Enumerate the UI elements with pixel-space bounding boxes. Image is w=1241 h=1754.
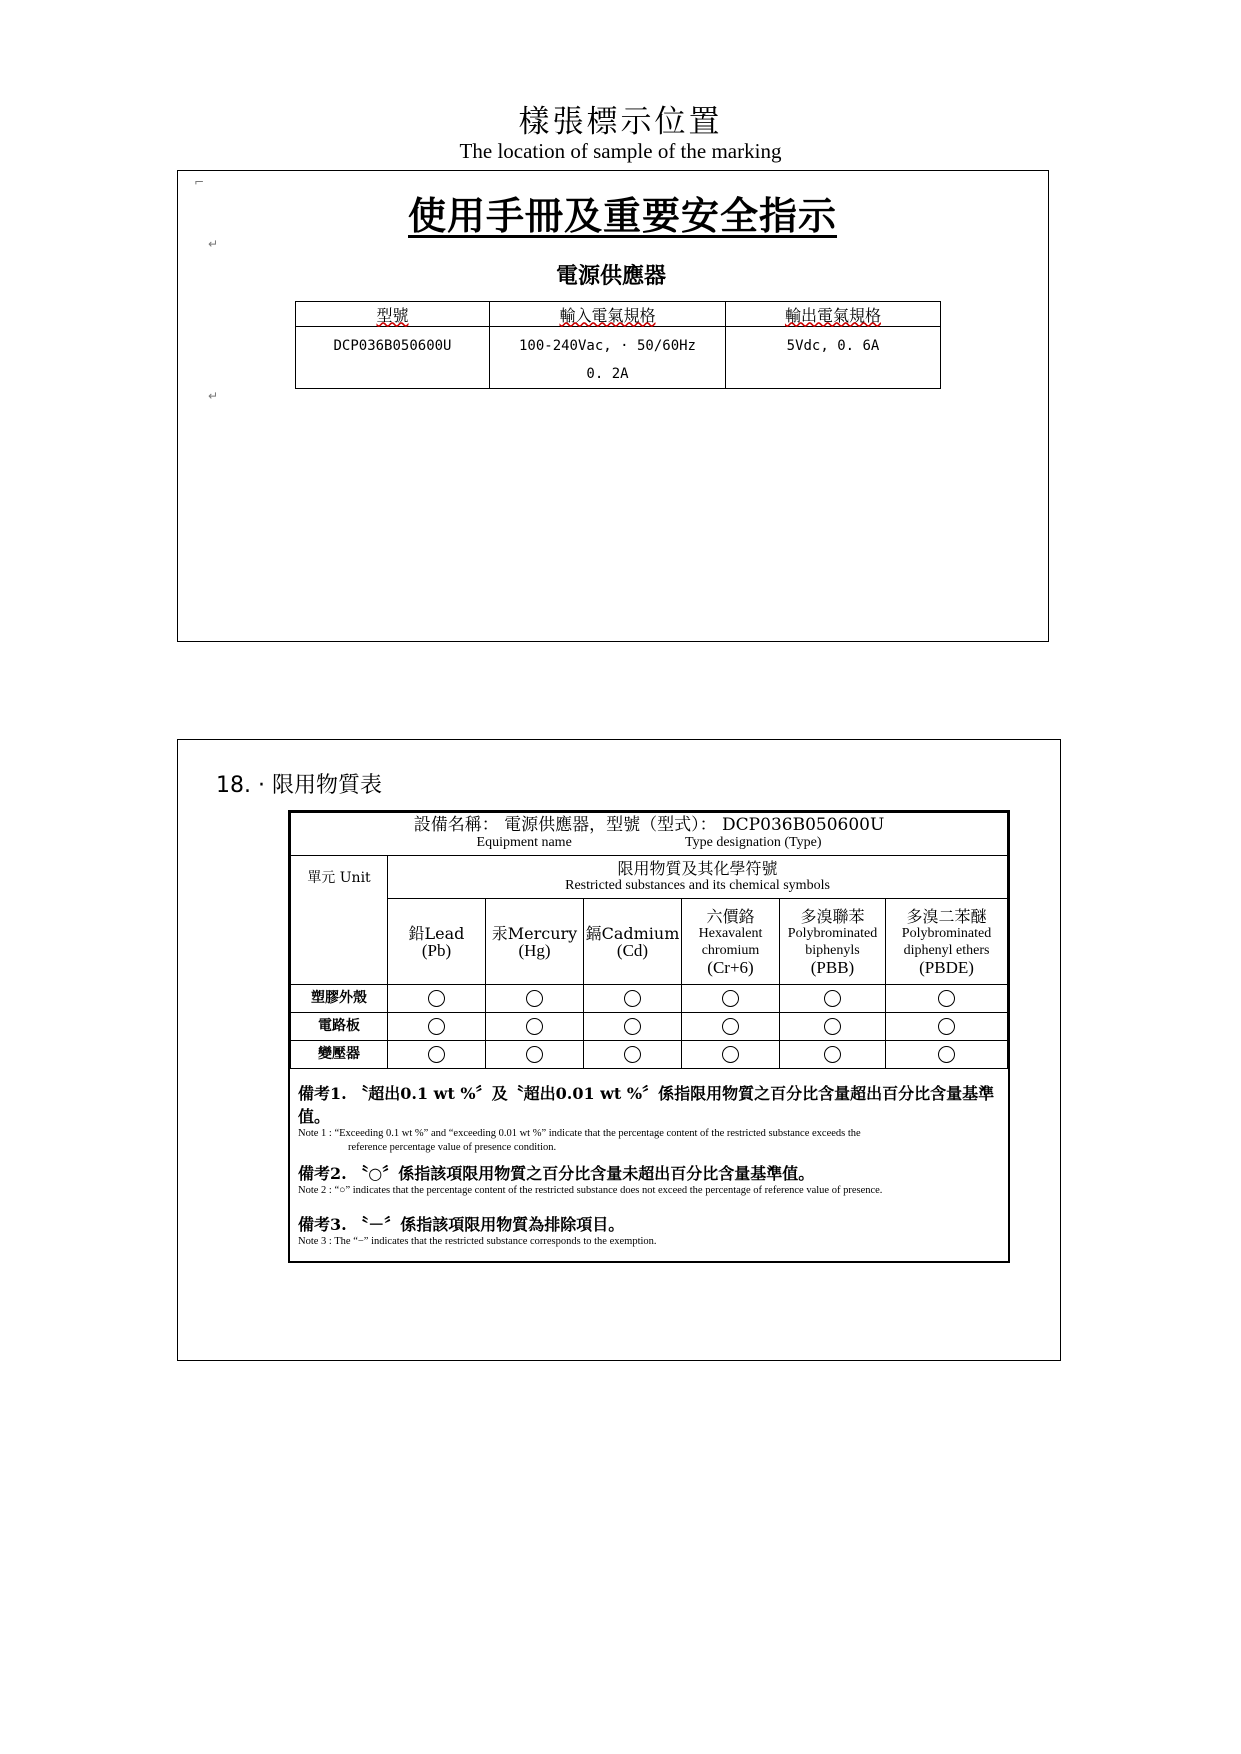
- restricted-header-row: [291, 856, 1008, 899]
- substance-cadmium: 鎘Cadmium (Cd): [584, 899, 682, 985]
- spec-output: 5Vdc, 0. 6A: [726, 327, 941, 389]
- substance-pbb: 多溴聯苯 Polybrominated biphenyls (PBB): [780, 899, 886, 985]
- type-label: ，型號（型式）：: [589, 815, 717, 835]
- spec-table: [295, 301, 941, 389]
- circle-mark-icon: [428, 1046, 445, 1063]
- spec-header-cell: 型號: [296, 302, 490, 327]
- note-2-zh: 備考2. 〝○〞係指該項限用物質之百分比含量未超出百分比含量基準值。: [298, 1164, 815, 1183]
- type-label-en: Type designation (Type): [685, 835, 822, 850]
- spec-input-line1: 100-240Vac, · 50/60Hz: [518, 338, 696, 354]
- spec-header-cell: 輸入電氣規格: [490, 302, 726, 327]
- component-name: 電路板: [291, 1013, 388, 1041]
- equipment-label-en: Equipment name: [476, 835, 572, 850]
- note-3-en: Note 3 : The “−” indicates that the restricted substance corresponds to the exemption.: [298, 1236, 657, 1247]
- note-3-zh: 備考3. 〝－〞係指該項限用物質為排除項目。: [298, 1215, 625, 1234]
- circle-mark-icon: [824, 1046, 841, 1063]
- circle-mark-icon: [526, 1046, 543, 1063]
- restricted-header: [388, 856, 1008, 899]
- component-name: 塑膠外殼: [291, 985, 388, 1013]
- circle-mark-icon: [938, 1046, 955, 1063]
- circle-mark-icon: [624, 990, 641, 1007]
- circle-mark-icon: [526, 990, 543, 1007]
- component-row: [291, 1041, 1008, 1069]
- page-title: 樣張標示位置: [518, 104, 723, 140]
- spec-data-row: [296, 327, 941, 389]
- circle-mark-icon: [722, 1046, 739, 1063]
- restricted-zh: 限用物質及其化學符號: [617, 859, 778, 878]
- corner-mark: ⌐: [194, 175, 205, 189]
- circle-mark-icon: [624, 1046, 641, 1063]
- circle-mark-icon: [722, 990, 739, 1007]
- circle-mark-icon: [428, 1018, 445, 1035]
- circle-mark-icon: [624, 1018, 641, 1035]
- substance-mercury: 汞Mercury (Hg): [486, 899, 584, 985]
- spec-header-cell: 輸出電氣規格: [726, 302, 941, 327]
- paragraph-mark: ↵: [208, 389, 219, 403]
- component-row: [291, 1013, 1008, 1041]
- rohs-sample: [177, 739, 1061, 1361]
- circle-mark-icon: [526, 1018, 543, 1035]
- equipment-cell: [291, 813, 1008, 856]
- component-name: 變壓器: [291, 1041, 388, 1069]
- circle-mark-icon: [824, 1018, 841, 1035]
- restricted-en: Restricted substances and its chemical symbols: [565, 878, 830, 893]
- unit-label: 單元 Unit: [291, 856, 388, 985]
- equipment-row: [291, 813, 1008, 856]
- circle-mark-icon: [938, 1018, 955, 1035]
- note-1-en: Note 1 : “Exceeding 0.1 wt %” and “exceeding 0.01 wt %” indicate that the percentage content of the restricted substance exceeds the: [298, 1128, 861, 1139]
- circle-mark-icon: [428, 990, 445, 1007]
- manual-product-name: 電源供應器: [556, 264, 667, 289]
- circle-mark-icon: [938, 990, 955, 1007]
- spec-input: [490, 327, 726, 389]
- paragraph-mark: ↵: [208, 237, 219, 251]
- substance-pbde: 多溴二苯醚 Polybrominated diphenyl ethers (PBDE): [886, 899, 1008, 985]
- manual-label-sample: [177, 170, 1049, 642]
- restricted-substances-table: [288, 810, 1010, 1263]
- notes-section: [290, 1069, 1008, 1261]
- spec-model: DCP036B050600U: [296, 327, 490, 389]
- circle-mark-icon: [722, 1018, 739, 1035]
- substance-lead: 鉛Lead (Pb): [388, 899, 486, 985]
- manual-title: 使用手冊及重要安全指示: [408, 194, 838, 238]
- circle-mark-icon: [824, 990, 841, 1007]
- substance-row: [291, 899, 1008, 985]
- equipment-value: 電源供應器: [504, 815, 590, 835]
- note-1-en-cont: reference percentage value of presence condition.: [348, 1142, 557, 1153]
- note-2-en: Note 2 : “○” indicates that the percentage content of the restricted substance does not exceed the percentage of reference value of presence.: [298, 1185, 883, 1196]
- spec-header-row: [296, 302, 941, 327]
- equipment-label: 設備名稱：: [413, 815, 499, 835]
- section-heading: 18. · 限用物質表: [216, 773, 382, 798]
- page-subtitle: The location of sample of the marking: [459, 139, 782, 163]
- component-row: [291, 985, 1008, 1013]
- spec-input-line2: 0. 2A: [586, 366, 629, 382]
- note-1-zh: 備考1. 〝超出0.1 wt %〞及〝超出0.01 wt %〞係指限用物質之百分比含量超出百分比含量基準值。: [298, 1084, 995, 1126]
- substance-hexavalent-chromium: 六價鉻 Hexavalent chromium (Cr+6): [682, 899, 780, 985]
- type-value: DCP036B050600U: [722, 815, 885, 835]
